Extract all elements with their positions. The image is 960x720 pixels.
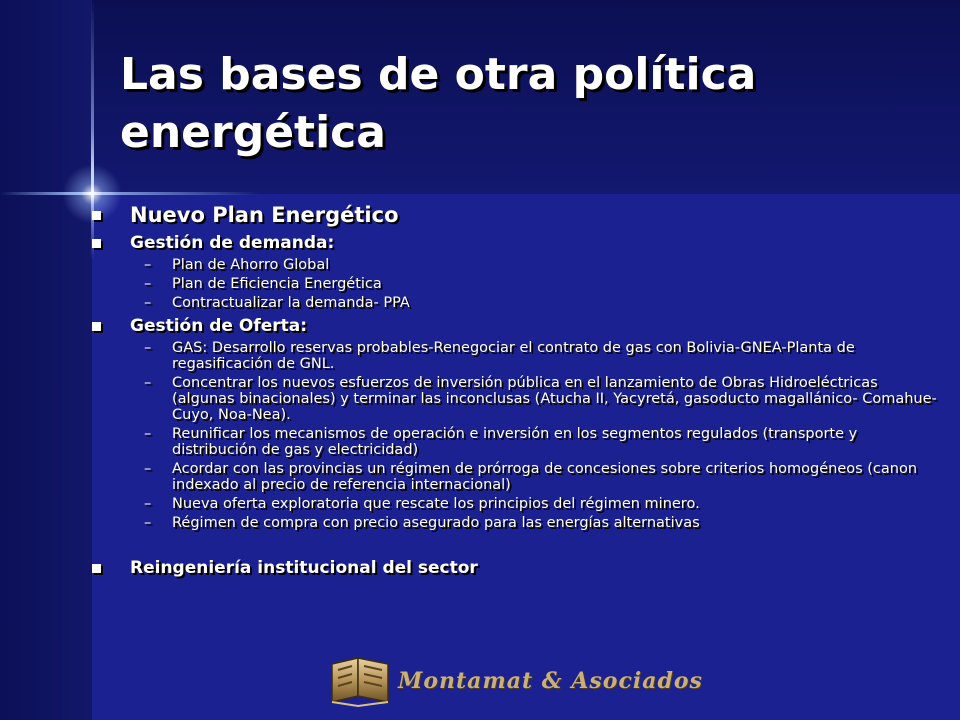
sub-item [92,340,940,372]
square-bullet-icon [92,211,101,220]
sub-item-text: Nueva oferta exploratoria que rescate los principios del régimen minero. [172,496,700,512]
sub-item [92,257,940,273]
spacer [92,535,940,557]
dash-bullet-icon: – [144,257,152,273]
left-band [0,0,92,720]
sub-item-text: Plan de Eficiencia Energética [172,276,382,292]
light-flare-horizontal [0,192,260,195]
sub-item-text: Régimen de compra con precio asegurado para las energías alternativas [172,515,700,531]
sub-item [92,295,940,311]
square-bullet-icon [92,564,101,573]
book-logo-icon [328,650,398,708]
sub-item [92,515,940,531]
sub-item-text: Reunificar los mecanismos de operación e inversión en los segmentos regulados (transporte y distribución de gas y electricidad) [172,426,858,458]
sub-item-text: GAS: Desarrollo reservas probables-Renegociar el contrato de gas con Bolivia-GNEA-Planta de regasificación de GNL. [172,340,855,372]
square-bullet-icon [92,322,101,331]
bullet-label: Reingeniería institucional del sector [130,558,478,578]
bullet-label: Nuevo Plan Energético [130,203,399,227]
slide-body [92,202,940,582]
sub-list [92,340,940,531]
sub-item [92,276,940,292]
bullet-item [92,202,940,228]
sub-item [92,461,940,493]
bullet-label: Gestión de Oferta: [130,316,308,336]
sub-item-text: Contractualizar la demanda- PPA [172,295,410,311]
bullet-item [92,557,940,579]
sub-item [92,496,940,512]
dash-bullet-icon: – [144,375,152,391]
dash-bullet-icon: – [144,461,152,477]
dash-bullet-icon: – [144,515,152,531]
dash-bullet-icon: – [144,295,152,311]
sub-item-text: Concentrar los nuevos esfuerzos de inversión pública en el lanzamiento de Obras Hidroeléctricas (algunas binacionales) y terminar las inconclusas (Atucha II, Yacyretá, gasoducto magallánico- Comahue-Cuyo, Noa-Nea). [172,375,937,423]
sub-item [92,375,940,423]
dash-bullet-icon: – [144,426,152,442]
bullet-item [92,232,940,254]
dash-bullet-icon: – [144,276,152,292]
sub-item [92,426,940,458]
dash-bullet-icon: – [144,496,152,512]
slide-title: Las bases de otra política energética [120,49,757,158]
sub-list [92,257,940,311]
dash-bullet-icon: – [144,340,152,356]
sub-item-text: Acordar con las provincias un régimen de prórroga de concesiones sobre criterios homogéneos (canon indexado al precio de referencia internacional) [172,461,918,493]
sub-item-text: Plan de Ahorro Global [172,257,330,273]
square-bullet-icon [92,239,101,248]
company-logo [328,650,703,708]
bullet-label: Gestión de demanda: [130,233,335,253]
logo-text: Montamat & Asociados [398,668,703,694]
bullet-item [92,315,940,337]
